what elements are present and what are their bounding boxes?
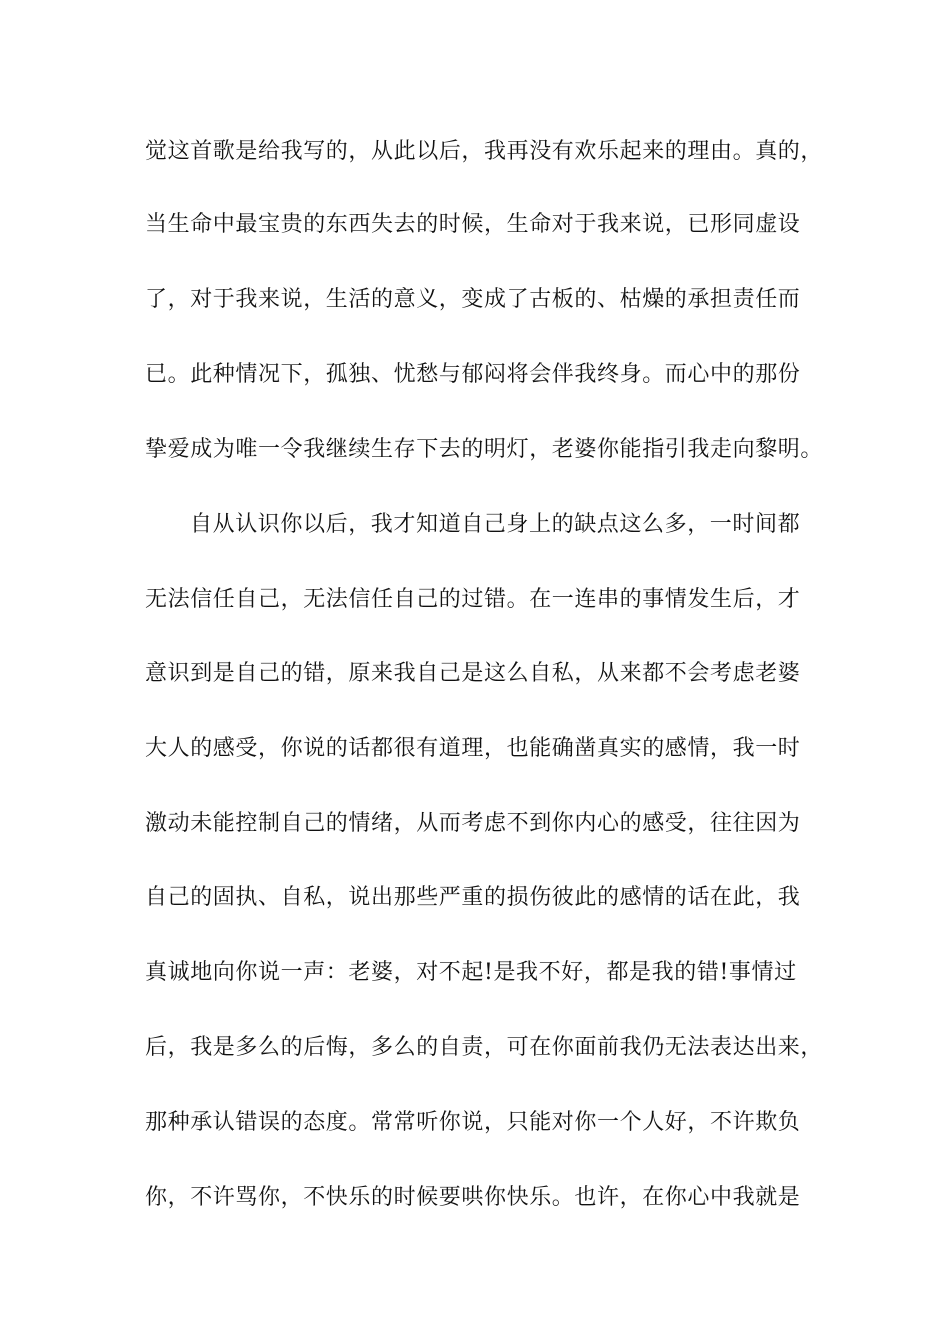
text-line: 已。此种情况下，孤独、忧愁与郁闷将会伴我终身。而心中的那份 [145,362,801,387]
text-line: 大人的感受，你说的话都很有道理，也能确凿真实的感情，我一时 [145,736,801,761]
text-line: 当生命中最宝贵的东西失去的时候，生命对于我来说，已形同虚设 [145,212,801,237]
text-line: 意识到是自己的错，原来我自己是这么自私，从来都不会考虑老婆 [145,661,801,686]
text-line: 你，不许骂你，不快乐的时候要哄你快乐。也许，在你心中我就是 [145,1185,801,1210]
text-line: 自己的固执、自私，说出那些严重的损伤彼此的感情的话在此，我 [145,885,801,910]
text-line-paragraph-start: 自从认识你以后，我才知道自己身上的缺点这么多，一时间都 [190,512,801,537]
text-line: 后，我是多么的后悔，多么的自责，可在你面前我仍无法表达出来， [145,1035,824,1060]
text-line: 了，对于我来说，生活的意义，变成了古板的、枯燥的承担责任而 [145,287,801,312]
text-line: 那种承认错误的态度。常常听你说，只能对你一个人好，不许欺负 [145,1110,801,1135]
text-line: 挚爱成为唯一令我继续生存下去的明灯，老婆你能指引我走向黎明。 [145,437,824,462]
text-line: 觉这首歌是给我写的，从此以后，我再没有欢乐起来的理由。真的， [145,139,824,164]
text-line: 真诚地向你说一声：老婆，对不起!是我不好，都是我的错!事情过 [145,960,797,985]
text-line: 无法信任自己，无法信任自己的过错。在一连串的事情发生后，才 [145,587,801,612]
text-line: 激动未能控制自己的情绪，从而考虑不到你内心的感受，往往因为 [145,811,801,836]
